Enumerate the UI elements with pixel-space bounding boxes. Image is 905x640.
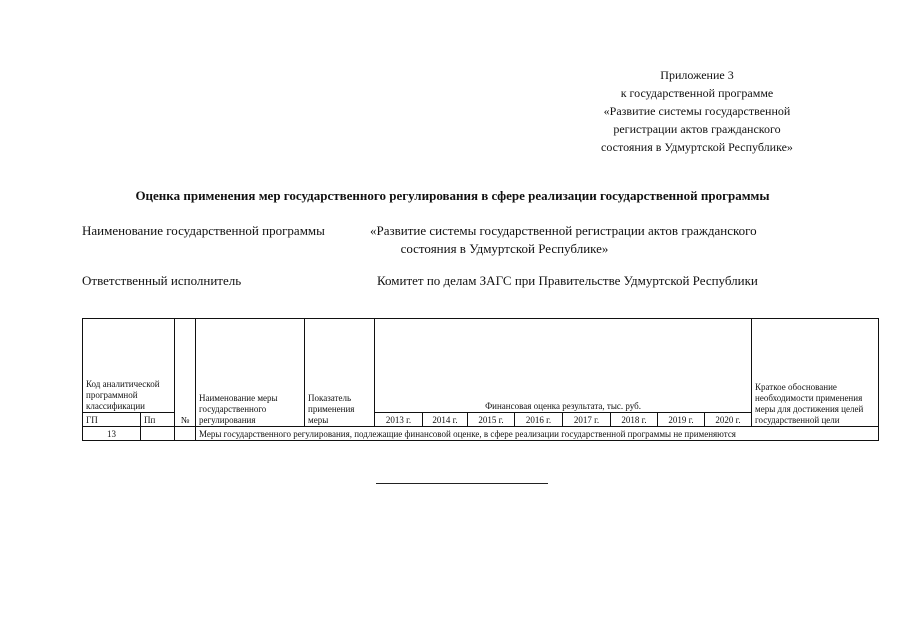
appendix-line: Приложение 3 xyxy=(660,68,734,82)
appendix-line: «Развитие системы государственной xyxy=(603,104,791,118)
responsible-value: Комитет по делам ЗАГС при Правительстве Удмуртской Республики xyxy=(377,273,758,288)
header-pp: Пп xyxy=(141,413,175,427)
row-gp: 13 xyxy=(83,427,141,441)
header-year: 2020 г. xyxy=(705,413,752,427)
header-financial: Финансовая оценка результата, тыс. руб. xyxy=(375,319,752,413)
header-code: Код аналитической программной классификации xyxy=(83,319,175,413)
header-justification: Краткое обоснование необходимости применения меры для достижения целей государственной цели xyxy=(752,319,879,427)
header-year: 2018 г. xyxy=(611,413,658,427)
appendix-block xyxy=(557,66,837,156)
header-year: 2017 г. xyxy=(563,413,611,427)
program-name-block xyxy=(82,222,842,258)
document-title: Оценка применения мер государственного регулирования в сфере реализации государственной программы xyxy=(135,188,770,203)
header-number: № xyxy=(175,319,196,427)
row-pp xyxy=(141,427,175,441)
header-year: 2013 г. xyxy=(375,413,423,427)
program-value-line1: «Развитие системы государственной регистрации актов гражданского xyxy=(370,223,757,238)
row-number xyxy=(175,427,196,441)
responsible-label: Ответственный исполнитель xyxy=(82,273,242,288)
program-label: Наименование государственной программы xyxy=(82,223,325,238)
header-year: 2015 г. xyxy=(468,413,515,427)
appendix-line: к государственной программе xyxy=(620,86,774,100)
header-measure-name: Наименование меры государственного регулирования xyxy=(196,319,305,427)
header-year: 2014 г. xyxy=(423,413,468,427)
header-indicator: Показатель применения меры xyxy=(305,319,375,427)
appendix-line: состояния в Удмуртской Республике» xyxy=(601,140,793,154)
header-year: 2016 г. xyxy=(515,413,563,427)
header-year: 2019 г. xyxy=(658,413,705,427)
table-row xyxy=(83,427,879,441)
measures-table xyxy=(82,318,879,441)
program-value-line2: состояния в Удмуртской Республике» xyxy=(400,241,609,256)
appendix-line: регистрации актов гражданского xyxy=(613,122,781,136)
row-note: Меры государственного регулирования, подлежащие финансовой оценке, в сфере реализации государственной программы не применяются xyxy=(196,427,879,441)
header-gp: ГП xyxy=(83,413,141,427)
signature-line xyxy=(376,483,548,484)
